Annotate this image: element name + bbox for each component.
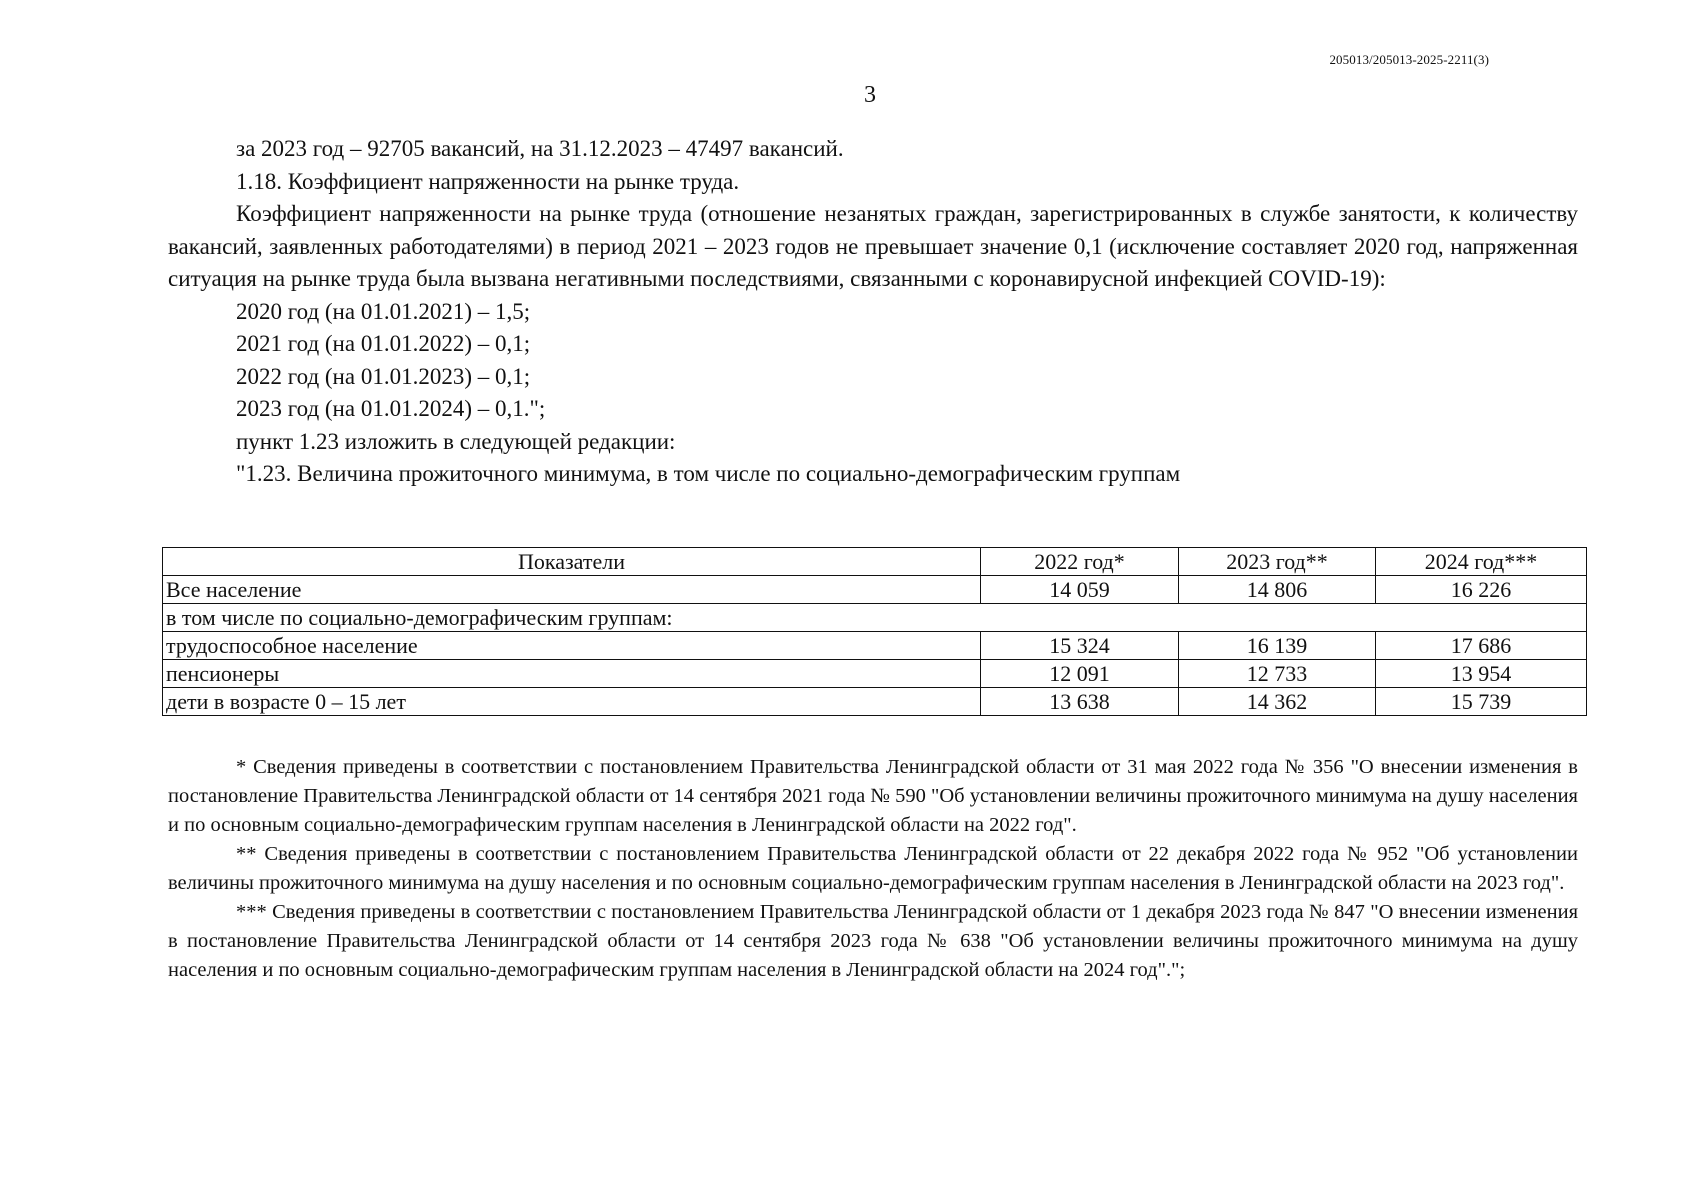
page-number: 3 [864, 82, 876, 108]
document-body [168, 133, 1578, 491]
value-cell: 13 638 [981, 688, 1179, 716]
table-row [163, 576, 1587, 604]
value-cell: 14 059 [981, 576, 1179, 604]
amendment-intro-line: пункт 1.23 изложить в следующей редакции: [236, 428, 676, 454]
table-row [163, 632, 1587, 660]
section-heading-1-23: "1.23. Величина прожиточного минимума, в том числе по социально-демографическим группам [236, 461, 1181, 486]
value-cell: 14 362 [1179, 688, 1376, 716]
footnote-2022: * Сведения приведены в соответствии с постановлением Правительства Ленинградской области от 31 мая 2022 года № 356 "О внесении изменения в постановление Правительства Ленинградской области от 14 сентября 2021 года № 590 "Об установлении величины прожиточного минимума на душу населения и по основным социально-демографическим группам населения в Ленинградской области на 2022 год". [168, 756, 1578, 836]
value-cell: 16 226 [1376, 576, 1587, 604]
value-cell: 13 954 [1376, 660, 1587, 688]
value-cell: 15 324 [981, 632, 1179, 660]
vacancies-line: за 2023 год – 92705 вакансий, на 31.12.2023 – 47497 вакансий. [236, 136, 844, 161]
subheading-cell: в том числе по социально-демографическим группам: [163, 604, 1587, 632]
header-2024: 2024 год*** [1376, 548, 1587, 576]
subsistence-minimum-table [162, 547, 1587, 716]
row-label: дети в возрасте 0 – 15 лет [163, 688, 981, 716]
value-cell: 14 806 [1179, 576, 1376, 604]
table-header-row [163, 548, 1587, 576]
value-cell: 15 739 [1376, 688, 1587, 716]
section-heading-1-18: 1.18. Коэффициент напряженности на рынке труда. [236, 168, 740, 194]
footnotes [168, 753, 1578, 985]
year-line-2023: 2023 год (на 01.01.2024) – 0,1."; [236, 396, 546, 421]
value-cell: 16 139 [1179, 632, 1376, 660]
table-subheading-row [163, 604, 1587, 632]
value-cell: 12 733 [1179, 660, 1376, 688]
row-label: пенсионеры [163, 660, 981, 688]
header-2022: 2022 год* [981, 548, 1179, 576]
footnote-2023: ** Сведения приведены в соответствии с постановлением Правительства Ленинградской области от 22 декабря 2022 года № 952 "Об установлении величины прожиточного минимума на душу населения и по основным социально-демографическим группам населения в Ленинградской области на 2023 год". [168, 843, 1578, 894]
table-row [163, 660, 1587, 688]
table-row [163, 688, 1587, 716]
year-line-2021: 2021 год (на 01.01.2022) – 0,1; [236, 331, 531, 356]
coefficient-paragraph: Коэффициент напряженности на рынке труда (отношение незанятых граждан, зарегистрированных в службе занятости, к количеству вакансий, заявленных работодателями) в период 2021 – 2023 годов не превышает значение 0,1 (исключение составляет 2020 год, напряженная ситуация на рынке труда была вызвана негативными последствиями, связанными с коронавирусной инфекцией COVID-19): [168, 201, 1578, 291]
document-id: 205013/205013-2025-2211(3) [1329, 52, 1489, 67]
header-indicators: Показатели [163, 548, 981, 576]
row-label: Все население [163, 576, 981, 604]
header-2023: 2023 год** [1179, 548, 1376, 576]
footnote-2024: *** Сведения приведены в соответствии с постановлением Правительства Ленинградской области от 1 декабря 2023 года № 847 "О внесении изменения в постановление Правительства Ленинградской области от 14 сентября 2023 года № 638 "Об установлении величины прожиточного минимума на душу населения и по основным социально-демографическим группам населения в Ленинградской области на 2024 год"."; [168, 901, 1578, 981]
value-cell: 17 686 [1376, 632, 1587, 660]
value-cell: 12 091 [981, 660, 1179, 688]
row-label: трудоспособное население [163, 632, 981, 660]
year-line-2020: 2020 год (на 01.01.2021) – 1,5; [236, 298, 531, 324]
year-line-2022: 2022 год (на 01.01.2023) – 0,1; [236, 363, 531, 389]
